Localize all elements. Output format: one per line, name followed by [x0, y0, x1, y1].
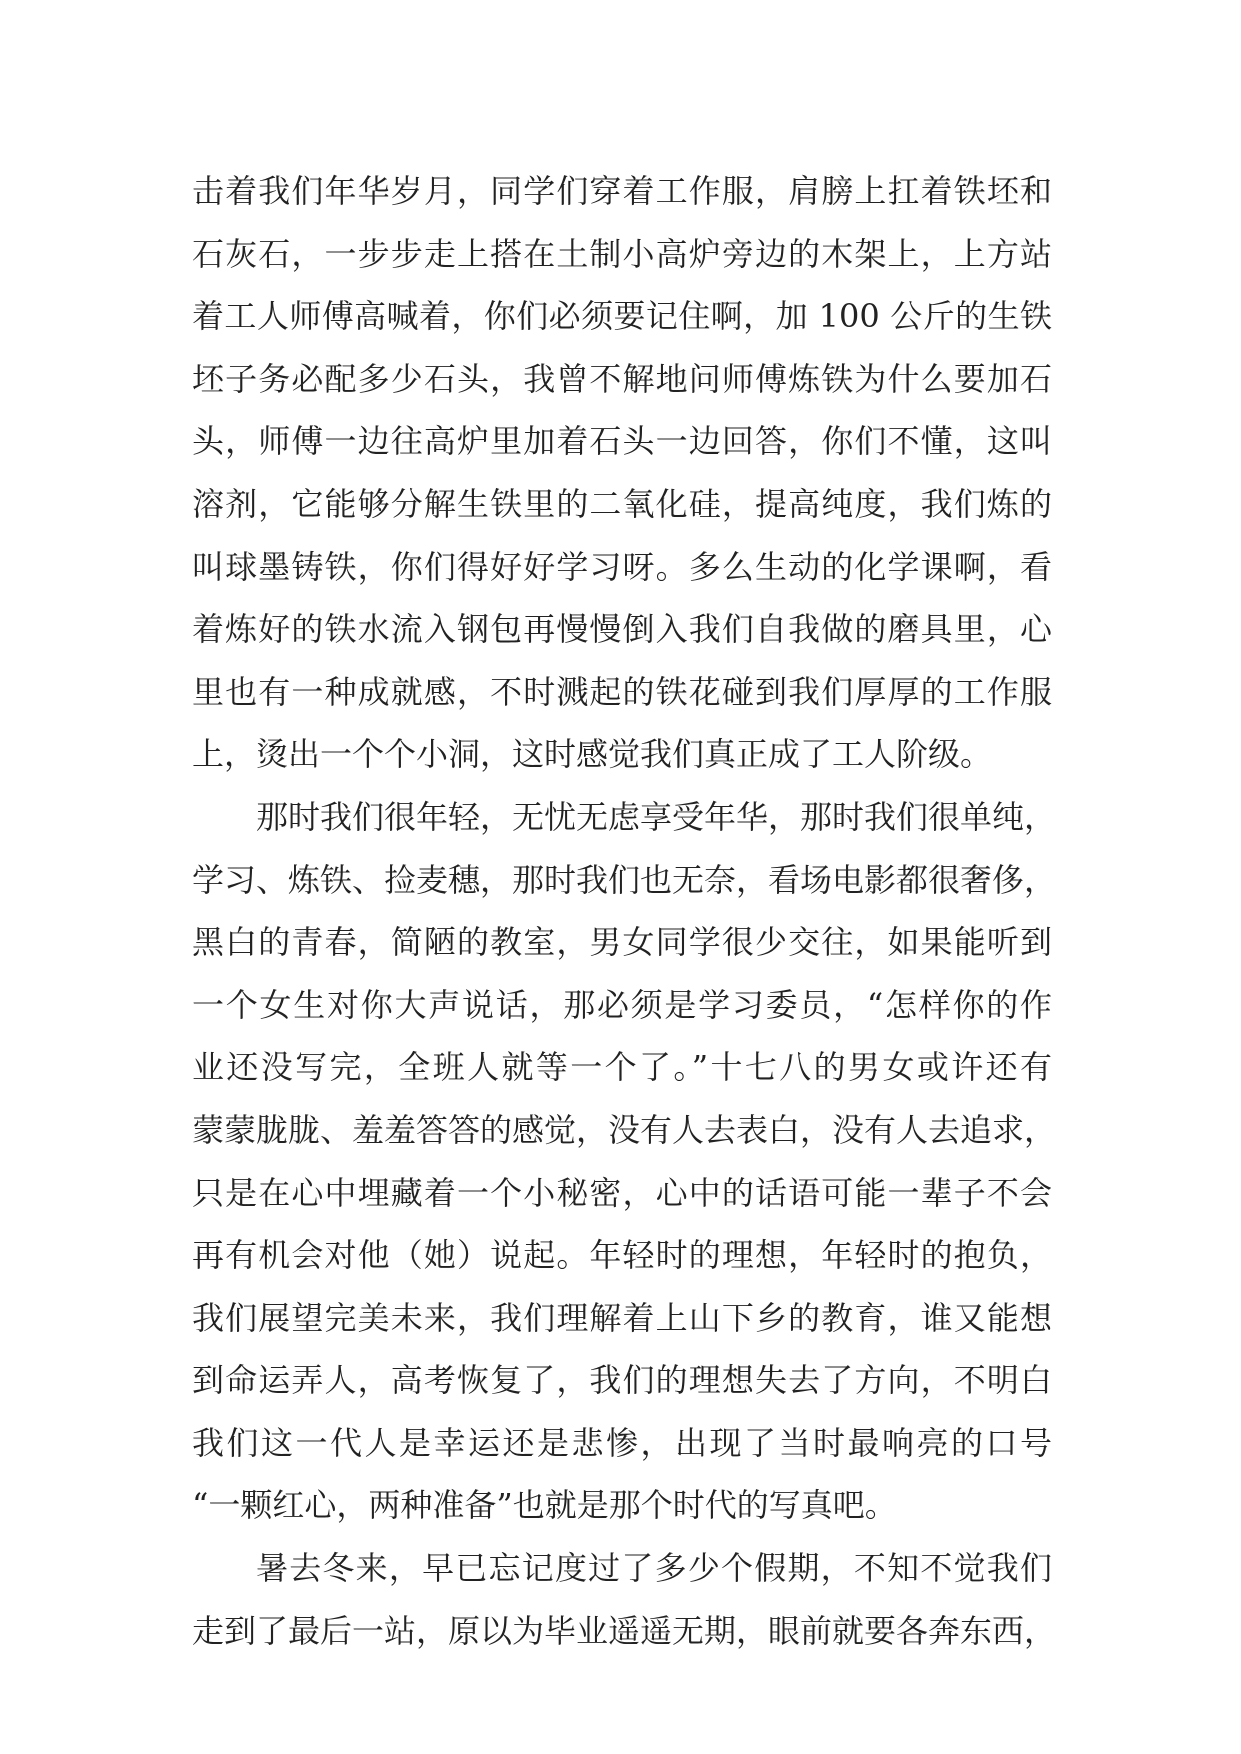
text-line: 击着我们年华岁月，同学们穿着工作服，肩膀上扛着铁坯和 [192, 172, 1052, 210]
text-line: 一个女生对你大声说话，那必须是学习委员，“怎样你的作 [192, 985, 1052, 1024]
text-line: 叫球墨铸铁，你们得好好学习呀。多么生动的化学课啊，看 [192, 547, 1052, 586]
paragraph-end-line: “一颗红心，两种准备”也就是那个时代的写真吧。 [192, 1486, 897, 1525]
text-line: 石灰石，一步步走上搭在土制小高炉旁边的木架上，上方站 [192, 234, 1052, 273]
paragraph-end-line: 上，烫出一个个小洞，这时感觉我们真正成了工人阶级。 [192, 735, 993, 774]
text-line: 学习、炼铁、捡麦穗，那时我们也无奈，看场电影都很奢侈， [192, 860, 1057, 899]
text-line: 头，师傅一边往高炉里加着石头一边回答，你们不懂，这叫 [192, 422, 1052, 461]
text-line: 我们这一代人是幸运还是悲惨，出现了当时最响亮的口号 [192, 1423, 1052, 1462]
text-line: 着工人师傅高喊着，你们必须要记住啊，加 100 公斤的生铁 [192, 297, 1052, 336]
text-line: 坯子务必配多少石头，我曾不解地问师傅炼铁为什么要加石 [192, 359, 1052, 398]
paragraph-start-line: 那时我们很年轻，无忧无虑享受年华，那时我们很单纯， [256, 797, 1057, 836]
text-line: 业还没写完，全班人就等一个了。”十七八的男女或许还有 [192, 1048, 1052, 1087]
body-text [192, 160, 1057, 1662]
text-line: 蒙蒙胧胧、羞羞答答的感觉，没有人去表白，没有人去追求， [192, 1110, 1057, 1149]
text-line: 只是在心中埋藏着一个小秘密，心中的话语可能一辈子不会 [192, 1173, 1052, 1212]
text-line: 里也有一种成就感，不时溅起的铁花碰到我们厚厚的工作服 [192, 672, 1052, 711]
text-line: 着炼好的铁水流入钢包再慢慢倒入我们自我做的磨具里，心 [192, 610, 1052, 649]
text-line: 走到了最后一站，原以为毕业遥遥无期，眼前就要各奔东西， [192, 1611, 1057, 1650]
paragraph-start-line: 暑去冬来，早已忘记度过了多少个假期，不知不觉我们 [256, 1549, 1052, 1588]
text-line: 溶剂，它能够分解生铁里的二氧化硅，提高纯度，我们炼的 [192, 484, 1052, 523]
text-line: 再有机会对他（她）说起。年轻时的理想，年轻时的抱负， [192, 1236, 1052, 1275]
text-line: 到命运弄人，高考恢复了，我们的理想失去了方向，不明白 [192, 1361, 1052, 1400]
text-line: 黑白的青春，简陋的教室，男女同学很少交往，如果能听到 [192, 923, 1052, 962]
text-line: 我们展望完美未来，我们理解着上山下乡的教育，谁又能想 [192, 1298, 1052, 1337]
